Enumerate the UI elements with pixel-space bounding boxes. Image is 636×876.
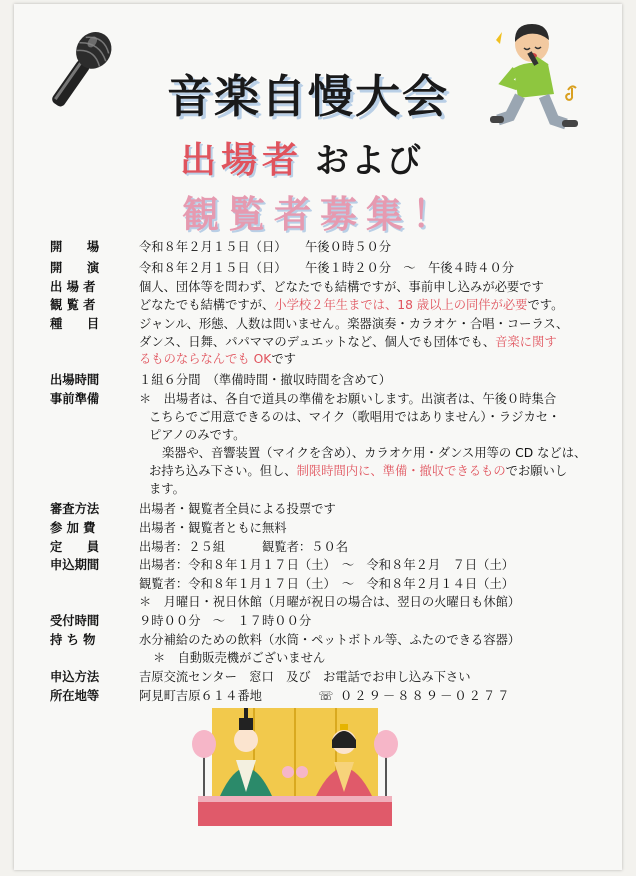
label-audience: 観 覧 者 xyxy=(50,298,96,312)
value-reception: ９時００分 ～ １７時００分 xyxy=(139,614,312,628)
category-line3 xyxy=(139,351,296,368)
value-phone: ０２９－８８９－０２７７ xyxy=(340,689,512,703)
label-reception: 受付時間 xyxy=(50,614,100,628)
label-start: 開 演 xyxy=(50,261,100,275)
prep-line6: ます。 xyxy=(149,482,185,496)
period-line2: 観覧者：令和８年１月１７日（土） ～ 令和８年２月１４日（土） xyxy=(139,577,515,591)
label-open: 開 場 xyxy=(50,240,100,254)
category-line2 xyxy=(139,334,557,351)
prep-line2: こちらでご用意できるのは、マイク（歌唱用ではありません）・ラジカセ・ xyxy=(149,410,561,424)
label-judging: 審査方法 xyxy=(50,502,100,516)
belongings-line2: ＊ 自動販売機がございません xyxy=(153,651,326,665)
category-line2-text: ダンス、日舞、パパママのデュエットなど、個人でも団体でも、 xyxy=(139,335,496,349)
value-audience xyxy=(139,297,563,314)
prep-line5 xyxy=(149,463,567,480)
value-performers: 個人、団体等を問わず、どなたでも結構ですが、事前申し込みが必要です xyxy=(139,280,544,294)
category-line3-highlight: るものならなんでも OK xyxy=(139,352,272,366)
subtitle xyxy=(180,132,480,183)
label-capacity: 定 員 xyxy=(50,540,100,554)
prep-line5-text: お持ち込み下さい。但し、 xyxy=(149,464,297,478)
hina-dolls-icon xyxy=(190,700,400,835)
prep-line5-highlight: 制限時間内に、準備・撤収できるもの xyxy=(296,464,506,478)
label-time: 出場時間 xyxy=(50,373,100,387)
label-method: 申込方法 xyxy=(50,670,100,684)
period-line1: 出場者：令和８年１月１７日（土） ～ 令和８年２月 ７日（土） xyxy=(139,558,515,572)
prep-line3: ピアノのみです。 xyxy=(149,428,246,442)
main-title: 音楽自慢大会 xyxy=(166,70,449,123)
audience-end: です。 xyxy=(527,298,564,312)
value-judging: 出場者・観覧者全員による投票です xyxy=(139,502,336,516)
value-open: 令和８年２月１５日（日） 午後０時５０分 xyxy=(139,240,392,254)
value-address: 阿見町吉原６１４番地 xyxy=(139,689,262,703)
category-line2-highlight: 音楽に関す xyxy=(495,335,557,349)
value-start: 令和８年２月１５日（日） 午後１時２０分 ～ 午後４時４０分 xyxy=(139,261,515,275)
label-category: 種 目 xyxy=(50,317,100,331)
belongings-line1: 水分補給のための飲料（水筒・ペットボトル等、ふたのできる容器） xyxy=(139,633,521,647)
label-fee: 参 加 費 xyxy=(50,521,96,535)
category-line1: ジャンル、形態、人数は問いません。楽器演奏・カラオケ・合唱・コーラス、 xyxy=(139,317,569,331)
subtitle-performers: 出場者 xyxy=(180,140,304,181)
label-prep: 事前準備 xyxy=(50,392,100,406)
label-performers: 出 場 者 xyxy=(50,280,96,294)
period-line3: ＊ 月曜日・祝日休館（月曜が祝日の場合は、翌日の火曜日も休館） xyxy=(139,595,521,609)
value-fee: 出場者・観覧者ともに無料 xyxy=(139,521,287,535)
label-period: 申込期間 xyxy=(50,558,100,572)
value-time: １組６分間 （準備時間・撤収時間を含めて） xyxy=(139,373,392,387)
value-capacity: 出場者：２５組 観覧者：５０名 xyxy=(139,540,349,554)
recruit-title: 観覧者募集！ xyxy=(182,193,458,236)
label-location: 所在地等 xyxy=(50,689,100,703)
microphone-icon xyxy=(30,20,130,120)
prep-line4: 楽器や、音響装置（マイクを含め）、カラオケ用・ダンス用等の CD などは、 xyxy=(162,446,587,460)
label-belongings: 持 ち 物 xyxy=(50,633,96,647)
singer-icon xyxy=(488,12,584,142)
value-method: 吉原交流センター 窓口 及び お電話でお申し込み下さい xyxy=(139,670,471,684)
audience-text: どなたでも結構ですが、 xyxy=(139,298,275,312)
audience-highlight: 小学校２年生までは、18 歳以上の同伴が必要 xyxy=(274,298,528,312)
prep-line5-end: でお願いし xyxy=(505,464,568,478)
prep-line1: ＊ 出場者は、各自で道具の準備をお願いします。出演者は、午後０時集合 xyxy=(139,392,557,406)
subtitle-and: および xyxy=(315,141,424,181)
category-line3-text: です xyxy=(271,352,296,366)
phone-icon: ☏ xyxy=(318,689,334,703)
